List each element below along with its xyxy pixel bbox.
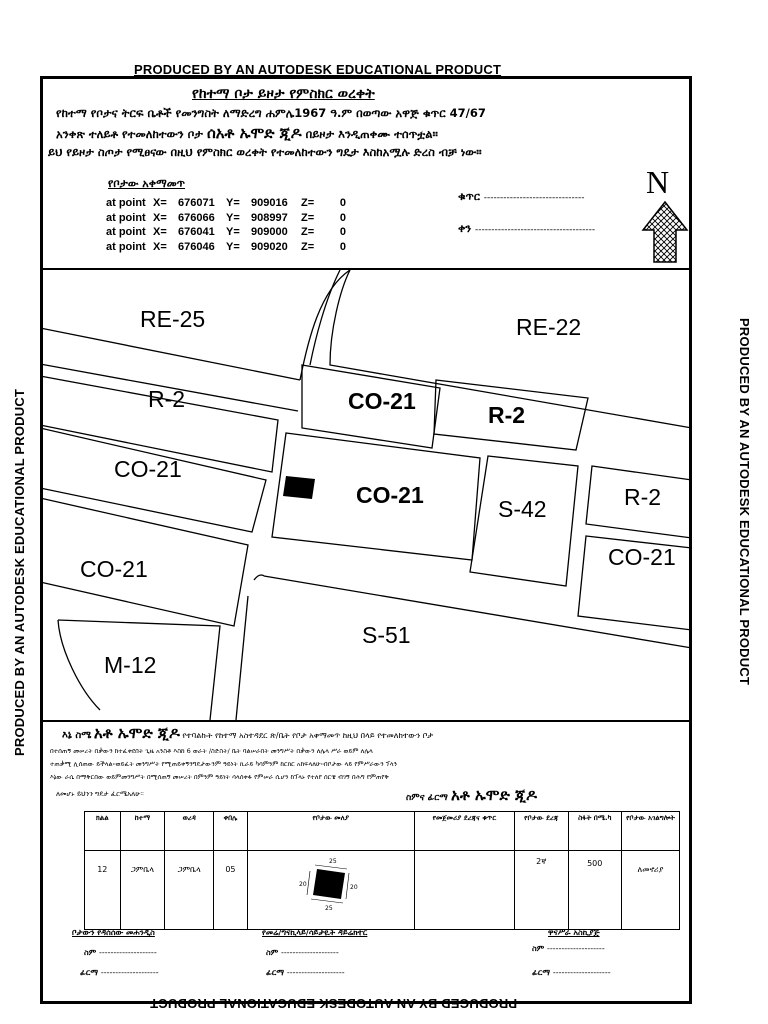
north-arrow-icon — [640, 200, 690, 264]
table-cell: 500 — [568, 851, 621, 930]
statement-line-5: ለመሆኑ ይህንን ግዴታ ፈርሜአለሁ። — [56, 790, 144, 798]
col-header: የቦታው አገልግሎት — [621, 812, 679, 851]
zone-label: R-2 — [488, 402, 526, 428]
signature-sign-line: ፊርማ -------------------- — [266, 968, 345, 977]
col-header: ወረዳ — [165, 812, 214, 851]
table-cell: ጋምቤላ — [120, 851, 165, 930]
north-label: N — [646, 164, 670, 200]
sketch-dim: 20 — [298, 881, 307, 888]
date-value: ------------------------------------- — [475, 225, 596, 235]
col-header: ስፋት በሜ.ካ — [568, 812, 621, 851]
coord-row: at point X= 676066 Y= 908997 Z= 0 — [106, 211, 346, 224]
header-line-2-text: አንቀጽ ተለይቶ የተመለከተውን ቦታ — [56, 127, 203, 141]
signature-sign-line: ፊርማ -------------------- — [532, 968, 611, 977]
col-header: ከተማ — [120, 812, 165, 851]
table-cell: 2ኛ — [515, 851, 568, 930]
owner-name: ሰአቶ ኡሞድ ጂዶ — [206, 124, 302, 142]
plot-sketch — [291, 853, 371, 913]
statement-signature — [406, 786, 537, 804]
statement-suffix: የተባልኩት የከተማ አስተዳደር ጽ/ቤት የቦታ አቀማመጥ ከዚህ በላይ የተመለከተውን ቦታ — [182, 731, 434, 740]
document-title: የከተማ ቦታ ይዞታ የምስክር ወረቀት — [192, 86, 375, 102]
zone-label: CO-21 — [80, 556, 148, 582]
signature-title: ዋናሥራ አስኪያጅ — [548, 928, 600, 937]
table-header-row — [85, 812, 680, 851]
table-cell: 12 — [85, 851, 121, 930]
zone-label: S-42 — [498, 496, 547, 522]
col-header: የመጀመሪያ ደረጃና ቁጥር — [414, 812, 514, 851]
owner-plot — [283, 476, 315, 499]
signature-label: ስምና ፊርማ — [406, 793, 448, 803]
watermark-right: PRODUCED BY AN AUTODESK EDUCATIONAL PRODUCT — [737, 318, 752, 686]
number-field — [458, 190, 584, 204]
signature-name-line: ስም -------------------- — [84, 948, 157, 957]
coords-table — [106, 196, 346, 254]
zone-label: RE-22 — [516, 314, 582, 340]
number-label: ቁጥር — [458, 190, 480, 203]
plot-sketch-cell — [247, 851, 414, 930]
sketch-dim: 25 — [324, 905, 333, 912]
zone-label: CO-21 — [608, 544, 676, 570]
watermark-top: PRODUCED BY AN AUTODESK EDUCATIONAL PRODUCT — [134, 62, 502, 77]
signature-name: አቶ ኡሞድ ጂዶ — [451, 786, 537, 804]
parcel-boundary — [58, 620, 100, 710]
road-edge — [236, 596, 248, 720]
zone-label: RE-25 — [140, 306, 206, 332]
zone-label: R-2 — [148, 386, 186, 412]
road-edge — [254, 575, 264, 580]
coord-row: at point X= 676041 Y= 909000 Z= 0 — [106, 226, 346, 238]
signature-sign-line: ፊርማ -------------------- — [80, 968, 159, 977]
col-header: ክልል — [85, 812, 121, 851]
watermark-bottom: PRODUCED BY AN AUTODESK EDUCATIONAL PRODUCT — [150, 996, 518, 1011]
road-edge — [40, 328, 300, 380]
coord-row: at point X= 676046 Y= 909020 Z= 0 — [106, 240, 346, 253]
statement-name: አቶ ኡሞድ ጂዶ — [93, 724, 180, 742]
header-line-1: የከተማ የቦታና ትርፍ ቤቶች የመንግስት ለማድረግ ሐምሌ1967 ዓ.ም በወጣው አዋጅ ቁጥር 47/67 — [56, 106, 486, 120]
zone-label: R-2 — [624, 484, 662, 510]
signature-name-line: ስም -------------------- — [266, 948, 339, 957]
zone-label: CO-21 — [114, 456, 182, 482]
statement-line-3: ተጠቃሚ ሊሰጠው ይችላል።ወይፈት መንግሥት የሚጠይቀኝንግዴታውንም ዓይነት ኪራይ ካሳምንም ከርክር አከፍላለሁ።በቦታው ላይ የምሥራውን ፕላን — [50, 760, 398, 768]
zone-label: CO-21 — [356, 482, 424, 508]
signature-title: የመሬ/ግናኪላይ/ሳይታዪት ዳይሬክተር — [262, 928, 368, 937]
header-line-2b: በይዞታ እንዲጠቀሙ ተሰጥቷል። — [305, 127, 438, 141]
plot-info-table — [84, 811, 680, 930]
zone-label: CO-21 — [348, 388, 416, 414]
statement-prefix: እኔ ስሜ — [62, 730, 92, 741]
zone-label: M-12 — [104, 652, 157, 678]
watermark-left: PRODUCED BY AN AUTODESK EDUCATIONAL PRODUCT — [12, 388, 27, 756]
parcel-boundary — [300, 270, 350, 380]
sketch-dim: 25 — [328, 858, 337, 865]
number-value: ------------------------------- — [483, 193, 585, 203]
col-header: የቦታው መለያ — [247, 812, 414, 851]
statement-line-1 — [62, 724, 433, 742]
zone-label: S-51 — [362, 622, 411, 648]
coords-title: የቦታው አቀማመጥ — [108, 177, 186, 190]
statement-line-2: በተሰጠኝ መሠረት በቃውን ከተፈቀደበት ጊዜ አንስቶ እስከ 6 ወራት /ስድስት/ ቤት ባልሠራበት መንግሥት በቃውን ለሌላ ሥራ ወይም ለሌላ — [50, 747, 373, 755]
signature-title: ቦታውን የዳሰሰው መሐንዲስ — [72, 928, 155, 937]
table-cell: ለመኖሪያ — [621, 851, 679, 930]
coord-row: at point X= 676071 Y= 909016 Z= 0 — [106, 197, 346, 209]
statement-line-4: እኔው ራሴ በማቅርበው ወይምመንግሥት በሚሰጠኝ መሠረት በምንም ዓይነት ሳላሰቀፋ የምሠራ ሲሆን ከፕላኑ የተለየ ሰርቼ ብገኝ በሕግ የምጠየቅ — [50, 773, 389, 781]
date-label: ቀን — [458, 222, 472, 235]
col-header: የቦታው ደረጃ — [515, 812, 568, 851]
map-divider — [40, 720, 692, 722]
col-header: ቀበሌ — [214, 812, 247, 851]
date-field — [458, 222, 595, 236]
signature-name-line: ስም -------------------- — [532, 944, 605, 953]
header-line-3: ይህ የይዞታ ስጦታ የሚፀናው በዚህ የምስክር ወረቀት የተመለከተውን ግዴታ እስከአሟሉ ድረስ ብቻ ነው። — [48, 145, 482, 159]
road-edge — [264, 576, 692, 648]
table-row — [85, 851, 680, 930]
sketch-dim: 20 — [349, 884, 358, 891]
table-cell: 05 — [214, 851, 247, 930]
header-line-2 — [56, 124, 438, 142]
table-cell — [414, 851, 514, 930]
table-cell: ጋምቤላ — [165, 851, 214, 930]
